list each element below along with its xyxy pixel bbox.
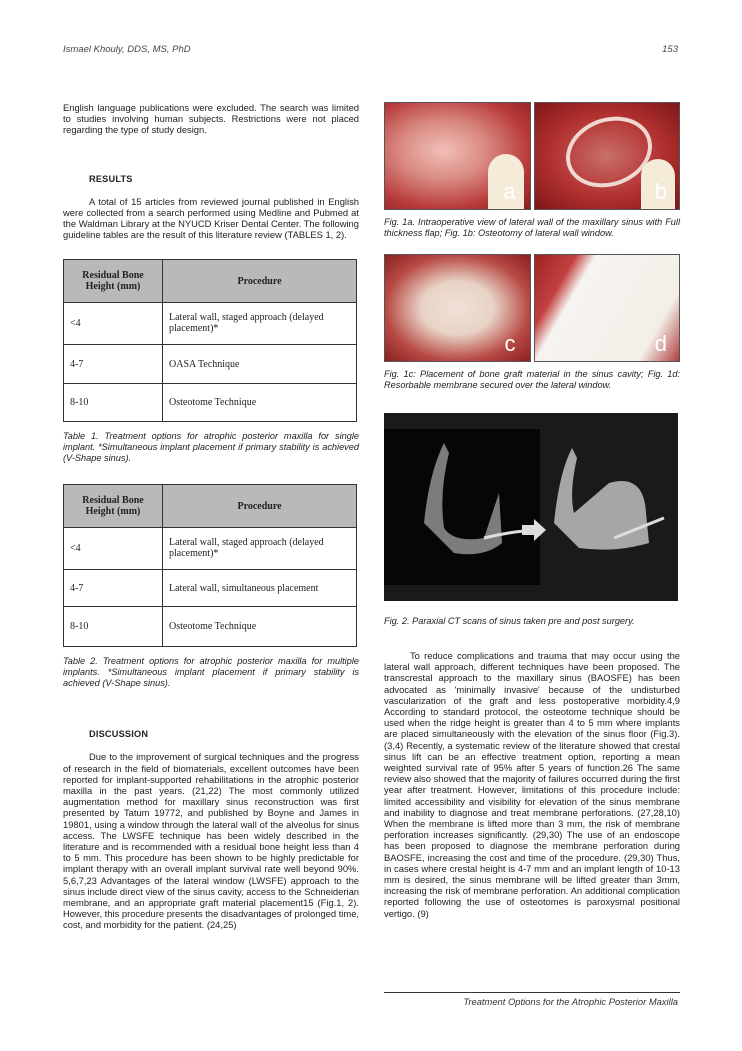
footer-running-title: Treatment Options for the Atrophic Posterior Maxilla xyxy=(463,996,678,1007)
table-cell: Lateral wall, staged approach (delayed placement)* xyxy=(163,302,357,344)
table-1-header-height: Residual Bone Height (mm) xyxy=(64,260,163,302)
footer-divider xyxy=(384,992,680,993)
figure-1a-label: a xyxy=(503,179,516,204)
results-paragraph: A total of 15 articles from reviewed journal published in English were collected from a search performed using Medline and Pubmed at the Waldman Library at the NYUCD Kriser Dental Center. The following guideline tables are the result of this literature review (TABLES 1, 2). xyxy=(63,195,359,241)
table-1 xyxy=(63,259,357,422)
figure-2-caption: Fig. 2. Paraxial CT scans of sinus taken pre and post surgery. xyxy=(384,616,635,626)
figure-1ab-caption: Fig. 1a. Intraoperative view of lateral wall of the maxillary sinus with Full thickness flap; Fig. 1b: Osteotomy of lateral wall window. xyxy=(384,217,680,238)
table-cell: Osteotome Technique xyxy=(163,607,357,647)
discussion-paragraph: Due to the improvement of surgical techniques and the progress of research in the field of biomaterials, excellent outcomes have been reported for implant-supported rehabilitations in the atrophic posterior maxilla in the past years. (21,22) The most commonly utilized augmentation method for maxillary sinus reconstruction was first presented by Tatum 19772, and published by Boyne and James in 19801, using a window through the lateral wall of the alveolus for sinus access. The LWSFE technique has been widely described in the literature and is recommended with a residual bone height less than 4 to 5 mm. This procedure has been shown to be highly predictable for implant therapy with an overall implant survival rate well beyond 90%. 5,6,7,23 Advantages of the lateral window (LWSFE) approach to the sinus include direct view of the sinus cavity, access to the Schneiderian membrane, and an appropriate graft material placement15 (Fig.1, 2). However, this procedure presents the disadvantages of prolonged time, cost, and morbidity for the patient. (24,25) xyxy=(63,751,360,931)
table-cell: 8-10 xyxy=(64,384,163,422)
table-1-header-procedure: Procedure xyxy=(163,260,357,302)
table-row xyxy=(64,569,357,606)
table-1-caption: Table 1. Treatment options for atrophic posterior maxilla for single implant. *Simultaneous implant placement if primary stability is achieved (V-Shape sinus). xyxy=(63,431,359,464)
table-cell: 4-7 xyxy=(64,569,163,606)
figure-1cd xyxy=(384,254,680,362)
table-2-header-height: Residual Bone Height (mm) xyxy=(64,485,163,527)
right-column xyxy=(384,102,680,919)
table-cell: Osteotome Technique xyxy=(163,384,357,422)
table-2-header-procedure: Procedure xyxy=(163,485,357,527)
right-column-paragraph: To reduce complications and trauma that may occur using the lateral wall approach, different techniques have been proposed. The transcrestal approach to the maxillary sinus (BAOSFE) has been advocated as 'minimally invasive' because of the undisturbed vascularization of the graft and less postoperative morbidity.4,9 According to standard protocol, the osteotome technique should be used when the ridge height is greater than 4 to 5 mm where implants are placed simultaneously with the elevation of the sinus floor (Fig.3). (3,4) Recently, a systematic review of the literature showed that crestal sinus lift can be an effective treatment option, reporting a mean weighted survival rate of 95% after 5 years of function.26 The same review also showed that the majority of failures occurred during the first year after treatment. However, limitations of this procedure include: limited accessibility and visibility for elevation of the sinus membrane and inability to diagnose and treat membrane perforations. (27,28,10) When the membrane is lifted more than 3 mm, the risk of membrane perforation increases significantly. (29,30) The use of an endoscope has been proposed to diagnose the membrane perforation during BAOSFE, increasing the cost and time of the procedure. (29,30) Thus, in cases where crestal height is 4-7 mm and an implant length of 10-13 mm is desired, the sinus membrane will be lifted greater than 3mm, increasing the risk of membrane perforation. An additional complication reported following the use of osteotomes is paroxysmal positional vertigo. (9) xyxy=(384,650,680,919)
results-heading: RESULTS xyxy=(89,173,133,184)
figure-1ab xyxy=(384,102,680,210)
table-cell: Lateral wall, simultaneous placement xyxy=(163,569,357,606)
figure-1d-photo xyxy=(534,254,681,362)
table-cell: OASA Technique xyxy=(163,344,357,383)
figure-2-scan-graphics xyxy=(384,413,678,601)
figure-1c-photo xyxy=(384,254,531,362)
intro-paragraph: English language publications were excluded. The search was limited to studies involving human subjects. Restrictions were not placed regarding the type of study design. xyxy=(63,102,359,136)
left-column xyxy=(63,102,359,931)
running-header-author: Ismael Khouly, DDS, MS, PhD xyxy=(63,44,191,55)
figure-1a-photo xyxy=(384,102,531,210)
table-cell: <4 xyxy=(64,302,163,344)
table-row xyxy=(64,344,357,383)
table-row xyxy=(64,527,357,569)
table-2 xyxy=(63,484,357,647)
table-cell: 4-7 xyxy=(64,344,163,383)
figure-1c-label: c xyxy=(504,331,516,356)
discussion-heading: DISCUSSION xyxy=(89,729,149,740)
table-cell: <4 xyxy=(64,527,163,569)
figure-1b-label: b xyxy=(654,179,667,204)
table-cell: Lateral wall, staged approach (delayed placement)* xyxy=(163,527,357,569)
figure-1d-label: d xyxy=(654,331,667,356)
table-2-caption: Table 2. Treatment options for atrophic posterior maxilla for multiple implants. *Simultaneous implant placement if primary stability is achieved (V-Shape sinus). xyxy=(63,656,359,689)
table-row xyxy=(64,384,357,422)
page-number: 153 xyxy=(662,44,678,55)
table-cell: 8-10 xyxy=(64,607,163,647)
figure-2-ct-scans xyxy=(384,413,678,601)
table-row xyxy=(64,607,357,647)
table-row xyxy=(64,302,357,344)
figure-1cd-caption: Fig. 1c: Placement of bone graft material in the sinus cavity; Fig. 1d: Resorbable membrane secured over the lateral window. xyxy=(384,369,680,390)
figure-1b-photo xyxy=(534,102,681,210)
